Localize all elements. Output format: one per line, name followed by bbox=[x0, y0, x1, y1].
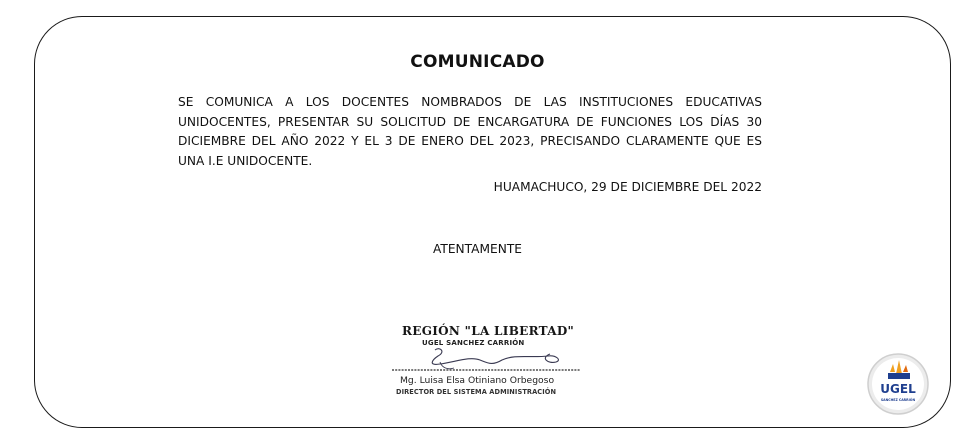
ugel-logo bbox=[866, 352, 930, 416]
handwritten-signature bbox=[380, 344, 610, 378]
document-body: SE COMUNICA A LOS DOCENTES NOMBRADOS DE LAS INSTITUCIONES EDUCATIVAS UNIDOCENTES, PRESENTAR SU SOLICITUD DE ENCARGATURA DE FUNCIONES LOS DÍAS 30 DICIEMBRE DEL AÑO 2022 Y EL 3 DE ENERO DEL 2023, PRECISANDO CLARAMENTE QUE ES UNA I.E UNIDOCENTE. bbox=[178, 95, 762, 168]
document-title: COMUNICADO bbox=[410, 52, 545, 72]
signer-name: Mg. Luisa Elsa Otiniano Orbegoso bbox=[400, 375, 555, 386]
stamp-ugel: UGEL SANCHEZ CARRIÓN bbox=[422, 339, 525, 347]
logo-subtitle: SANCHEZ CARRIÓN bbox=[880, 398, 916, 402]
signer-role: DIRECTOR DEL SISTEMA ADMINISTRACIÓN bbox=[396, 388, 557, 396]
stamp-region: REGIÓN "LA LIBERTAD" bbox=[402, 324, 575, 338]
signature-stamp bbox=[380, 320, 610, 420]
place-date: HUAMACHUCO, 29 DE DICIEMBRE DEL 2022 bbox=[493, 180, 762, 194]
logo-text: UGEL bbox=[880, 382, 916, 396]
closing-text: ATENTAMENTE bbox=[433, 242, 522, 256]
